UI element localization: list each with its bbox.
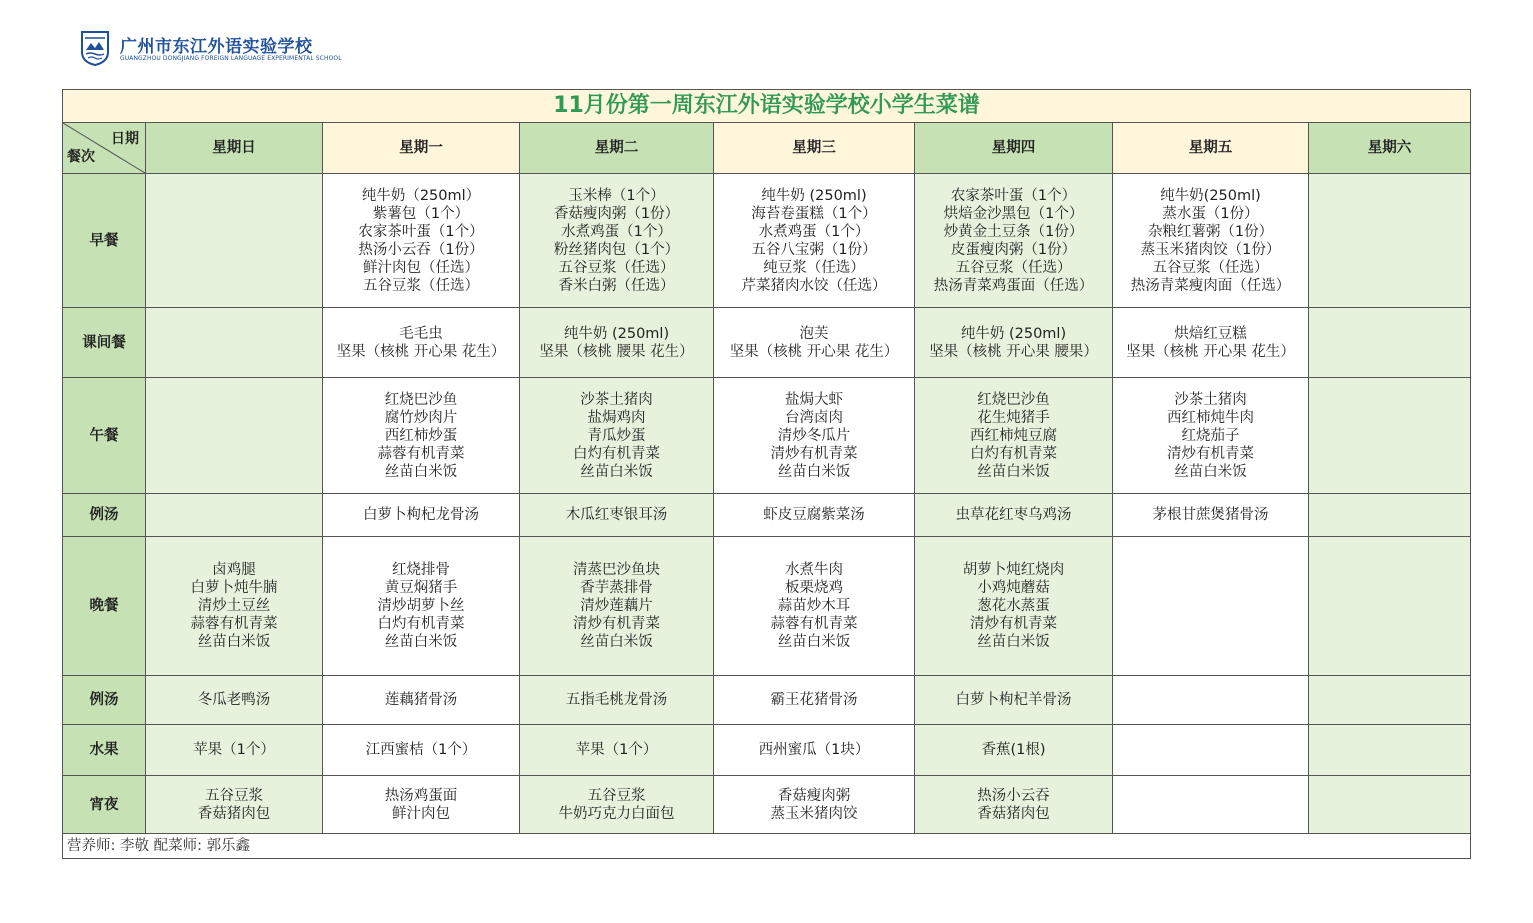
menu-cell bbox=[1309, 676, 1471, 725]
table-row-breakfast bbox=[63, 174, 1471, 308]
menu-cell bbox=[1113, 676, 1309, 725]
meal-label: 餐次 bbox=[67, 149, 95, 165]
menu-cell bbox=[1309, 174, 1471, 308]
menu-cell: 五谷豆浆 牛奶巧克力白面包 bbox=[520, 776, 714, 834]
menu-cell bbox=[146, 308, 323, 378]
menu-cell bbox=[1309, 725, 1471, 776]
meal-label-dinner: 晚餐 bbox=[63, 537, 146, 676]
menu-cell bbox=[1113, 725, 1309, 776]
day-header-sunday: 星期日 bbox=[146, 123, 323, 174]
menu-cell: 纯牛奶 (250ml) 坚果（核桃 开心果 腰果） bbox=[915, 308, 1113, 378]
day-header-wednesday: 星期三 bbox=[714, 123, 915, 174]
menu-cell: 白萝卜枸杞龙骨汤 bbox=[323, 494, 520, 537]
menu-cell bbox=[1309, 537, 1471, 676]
weekly-menu-table bbox=[62, 89, 1471, 859]
staff-credits: 营养师: 李敬 配菜师: 郭乐鑫 bbox=[63, 834, 1471, 859]
menu-cell: 江西蜜桔（1个） bbox=[323, 725, 520, 776]
table-row-late-snack bbox=[63, 776, 1471, 834]
meal-label-snack: 课间餐 bbox=[63, 308, 146, 378]
day-header-monday: 星期一 bbox=[323, 123, 520, 174]
meal-label-dinner-soup: 例汤 bbox=[63, 676, 146, 725]
menu-cell bbox=[1309, 308, 1471, 378]
menu-cell: 热汤小云吞 香菇猪肉包 bbox=[915, 776, 1113, 834]
table-row-lunch-soup bbox=[63, 494, 1471, 537]
menu-cell: 莲藕猪骨汤 bbox=[323, 676, 520, 725]
menu-cell: 卤鸡腿 白萝卜炖牛腩 清炒土豆丝 蒜蓉有机青菜 丝苗白米饭 bbox=[146, 537, 323, 676]
menu-cell: 苹果（1个） bbox=[520, 725, 714, 776]
day-header-friday: 星期五 bbox=[1113, 123, 1309, 174]
date-label: 日期 bbox=[111, 131, 139, 147]
menu-cell bbox=[1309, 494, 1471, 537]
meal-label-breakfast: 早餐 bbox=[63, 174, 146, 308]
meal-label-lunch: 午餐 bbox=[63, 378, 146, 494]
menu-cell: 红烧排骨 黄豆焖猪手 清炒胡萝卜丝 白灼有机青菜 丝苗白米饭 bbox=[323, 537, 520, 676]
menu-cell bbox=[146, 174, 323, 308]
menu-cell: 冬瓜老鸭汤 bbox=[146, 676, 323, 725]
meal-label-fruit: 水果 bbox=[63, 725, 146, 776]
menu-cell: 木瓜红枣银耳汤 bbox=[520, 494, 714, 537]
menu-cell: 五指毛桃龙骨汤 bbox=[520, 676, 714, 725]
menu-cell: 红烧巴沙鱼 腐竹炒肉片 西红柿炒蛋 蒜蓉有机青菜 丝苗白米饭 bbox=[323, 378, 520, 494]
table-row-dinner-soup bbox=[63, 676, 1471, 725]
school-crest-icon bbox=[80, 30, 110, 66]
menu-cell bbox=[1309, 776, 1471, 834]
corner-header-cell bbox=[63, 123, 146, 174]
menu-cell bbox=[146, 378, 323, 494]
meal-label-lunch-soup: 例汤 bbox=[63, 494, 146, 537]
menu-cell: 五谷豆浆 香菇猪肉包 bbox=[146, 776, 323, 834]
table-row-lunch bbox=[63, 378, 1471, 494]
table-row-fruit bbox=[63, 725, 1471, 776]
menu-cell bbox=[146, 494, 323, 537]
day-header-saturday: 星期六 bbox=[1309, 123, 1471, 174]
menu-title: 11月份第一周东江外语实验学校小学生菜谱 bbox=[63, 90, 1471, 123]
day-header-tuesday: 星期二 bbox=[520, 123, 714, 174]
menu-cell bbox=[1309, 378, 1471, 494]
menu-cell: 盐焗大虾 台湾卤肉 清炒冬瓜片 清炒有机青菜 丝苗白米饭 bbox=[714, 378, 915, 494]
menu-cell: 纯牛奶（250ml） 紫薯包（1个） 农家茶叶蛋（1个） 热汤小云吞（1份） 鲜汁肉包（任选） 五谷豆浆（任选） bbox=[323, 174, 520, 308]
day-header-thursday: 星期四 bbox=[915, 123, 1113, 174]
menu-cell: 香蕉(1根) bbox=[915, 725, 1113, 776]
menu-cell: 沙茶土猪肉 西红柿炖牛肉 红烧茄子 清炒有机青菜 丝苗白米饭 bbox=[1113, 378, 1309, 494]
menu-cell: 泡芙 坚果（核桃 开心果 花生） bbox=[714, 308, 915, 378]
menu-cell: 纯牛奶 (250ml) 海苔卷蛋糕（1个） 水煮鸡蛋（1个） 五谷八宝粥（1份） 纯豆浆（任选） 芹菜猪肉水饺（任选） bbox=[714, 174, 915, 308]
meal-label-late-snack: 宵夜 bbox=[63, 776, 146, 834]
menu-cell: 农家茶叶蛋（1个） 烘焙金沙黑包（1个） 炒黄金土豆条（1份） 皮蛋瘦肉粥（1份） 五谷豆浆（任选） 热汤青菜鸡蛋面（任选） bbox=[915, 174, 1113, 308]
menu-cell: 西州蜜瓜（1块） bbox=[714, 725, 915, 776]
menu-cell: 沙茶土猪肉 盐焗鸡肉 青瓜炒蛋 白灼有机青菜 丝苗白米饭 bbox=[520, 378, 714, 494]
menu-cell bbox=[1113, 776, 1309, 834]
table-row-snack bbox=[63, 308, 1471, 378]
table-row-dinner bbox=[63, 537, 1471, 676]
menu-cell: 热汤鸡蛋面 鲜汁肉包 bbox=[323, 776, 520, 834]
menu-cell: 红烧巴沙鱼 花生炖猪手 西红柿炖豆腐 白灼有机青菜 丝苗白米饭 bbox=[915, 378, 1113, 494]
menu-cell: 白萝卜枸杞羊骨汤 bbox=[915, 676, 1113, 725]
menu-cell bbox=[1113, 537, 1309, 676]
menu-cell: 纯牛奶(250ml) 蒸水蛋（1份） 杂粮红薯粥（1份） 蒸玉米猪肉饺（1份） 五谷豆浆（任选） 热汤青菜瘦肉面（任选） bbox=[1113, 174, 1309, 308]
menu-cell: 清蒸巴沙鱼块 香芋蒸排骨 清炒莲藕片 清炒有机青菜 丝苗白米饭 bbox=[520, 537, 714, 676]
menu-cell: 烘焙红豆糕 坚果（核桃 开心果 花生） bbox=[1113, 308, 1309, 378]
menu-cell: 霸王花猪骨汤 bbox=[714, 676, 915, 725]
menu-cell: 水煮牛肉 板栗烧鸡 蒜苗炒木耳 蒜蓉有机青菜 丝苗白米饭 bbox=[714, 537, 915, 676]
menu-cell: 玉米棒（1个） 香菇瘦肉粥（1份） 水煮鸡蛋（1个） 粉丝猪肉包（1个） 五谷豆浆（任选） 香米白粥（任选） bbox=[520, 174, 714, 308]
menu-cell: 苹果（1个） bbox=[146, 725, 323, 776]
menu-cell: 胡萝卜炖红烧肉 小鸡炖蘑菇 葱花水蒸蛋 清炒有机青菜 丝苗白米饭 bbox=[915, 537, 1113, 676]
menu-cell: 纯牛奶 (250ml) 坚果（核桃 腰果 花生） bbox=[520, 308, 714, 378]
menu-cell: 茅根甘蔗煲猪骨汤 bbox=[1113, 494, 1309, 537]
menu-cell: 香菇瘦肉粥 蒸玉米猪肉饺 bbox=[714, 776, 915, 834]
menu-cell: 虾皮豆腐紫菜汤 bbox=[714, 494, 915, 537]
school-name-en: GUANGZHOU DONGJIANG FOREIGN LANGUAGE EXPERIMENTAL SCHOOL bbox=[120, 55, 342, 62]
menu-cell: 虫草花红枣乌鸡汤 bbox=[915, 494, 1113, 537]
school-name-cn: 广州市东江外语实验学校 bbox=[120, 37, 313, 57]
day-header-row bbox=[63, 123, 1471, 174]
menu-cell: 毛毛虫 坚果（核桃 开心果 花生） bbox=[323, 308, 520, 378]
